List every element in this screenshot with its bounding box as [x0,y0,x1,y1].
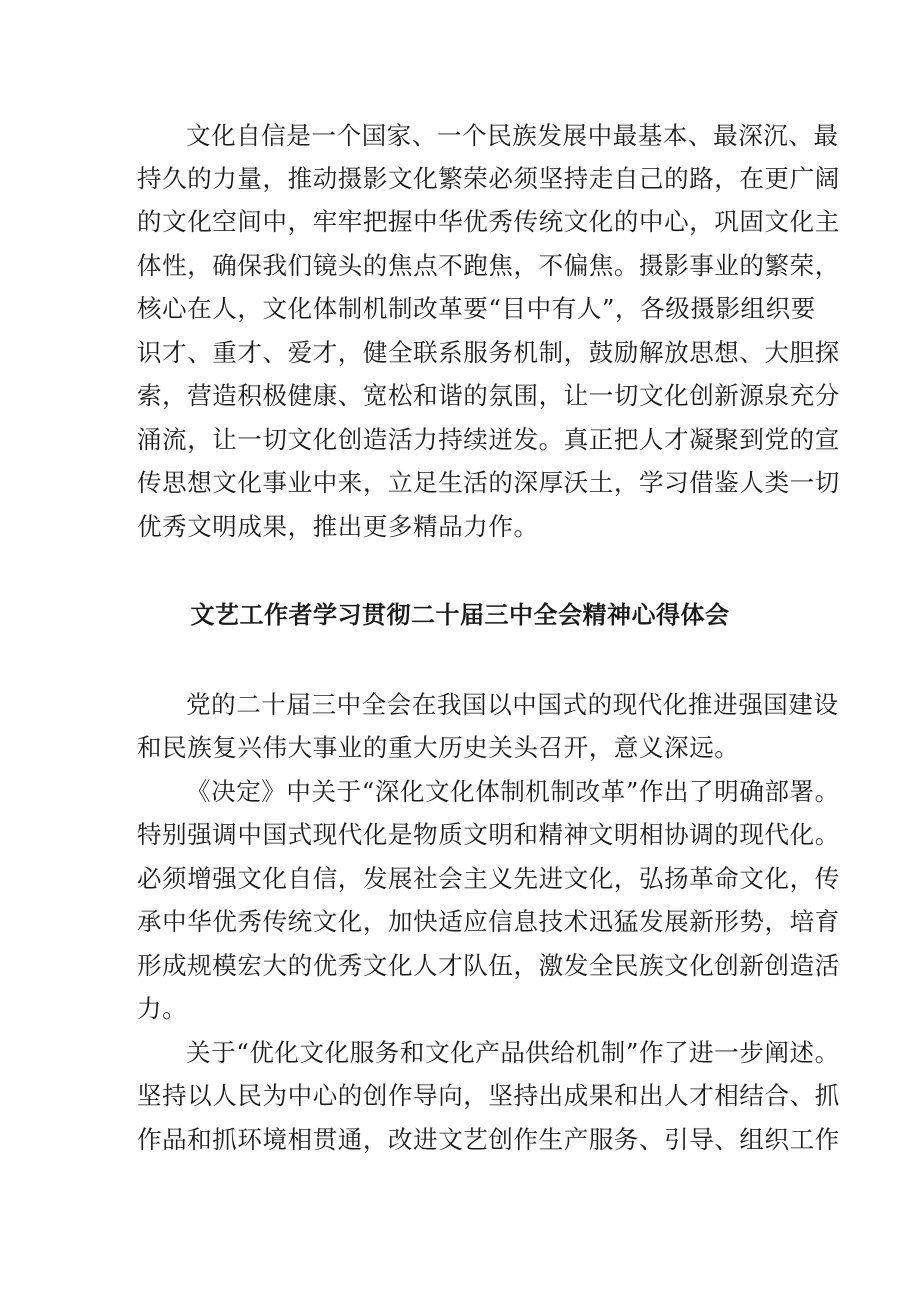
paragraph-line: 优秀文明成果，推出更多精品力作。 [137,512,539,541]
section-heading: 文艺工作者学习贯彻二十届三中全会精神心得体会 [190,601,730,629]
paragraph-line: 核心在人，文化体制机制改革要“目中有人”，各级摄影组织要 [137,294,816,323]
paragraph-line: 力。 [137,994,188,1023]
paragraph-line: 特别强调中国式现代化是物质文明和精神文明相协调的现代化。 [137,820,840,849]
paragraph-line: 文化自信是一个国家、一个民族发展中最基本、最深沉、最 [186,121,839,150]
paragraph-line: 体性，确保我们镜头的焦点不跑焦，不偏焦。摄影事业的繁荣， [137,251,840,280]
paragraph-line: 坚持以人民为中心的创作导向，坚持出成果和出人才相结合、抓 [137,1081,840,1110]
paragraph-line: 关于“优化文化服务和文化产品供给机制”作了进一步阐述。 [186,1038,840,1067]
paragraph-line: 必须增强文化自信，发展社会主义先进文化，弘扬革命文化，传 [137,864,840,893]
paragraph-line: 识才、重才、爱才，健全联系服务机制，鼓励解放思想、大胆探 [137,338,840,367]
paragraph-line: 涌流，让一切文化创造活力持续迸发。真正把人才凝聚到党的宣 [137,425,840,454]
paragraph-line: 的文化空间中，牢牢把握中华优秀传统文化的中心，巩固文化主 [137,207,840,236]
paragraph-line: 承中华优秀传统文化，加快适应信息技术迅猛发展新形势，培育 [137,907,840,936]
paragraph-line: 索，营造积极健康、宽松和谐的氛围，让一切文化创新源泉充分 [137,381,840,410]
paragraph-line: 党的二十届三中全会在我国以中国式的现代化推进强国建设 [186,690,839,719]
paragraph-line: 和民族复兴伟大事业的重大历史关头召开，意义深远。 [137,733,740,762]
paragraph-line: 持久的力量，推动摄影文化繁荣必须坚持走自己的路，在更广阔 [137,164,840,193]
paragraph-line: 作品和抓环境相贯通，改进文艺创作生产服务、引导、组织工作 [137,1125,840,1154]
paragraph-line: 形成规模宏大的优秀文化人才队伍，激发全民族文化创新创造活 [137,951,840,980]
paragraph-line: 传思想文化事业中来，立足生活的深厚沃土，学习借鉴人类一切 [137,468,840,497]
paragraph-line: 《决定》中关于“深化文化体制机制改革”作出了明确部署。 [186,777,840,806]
